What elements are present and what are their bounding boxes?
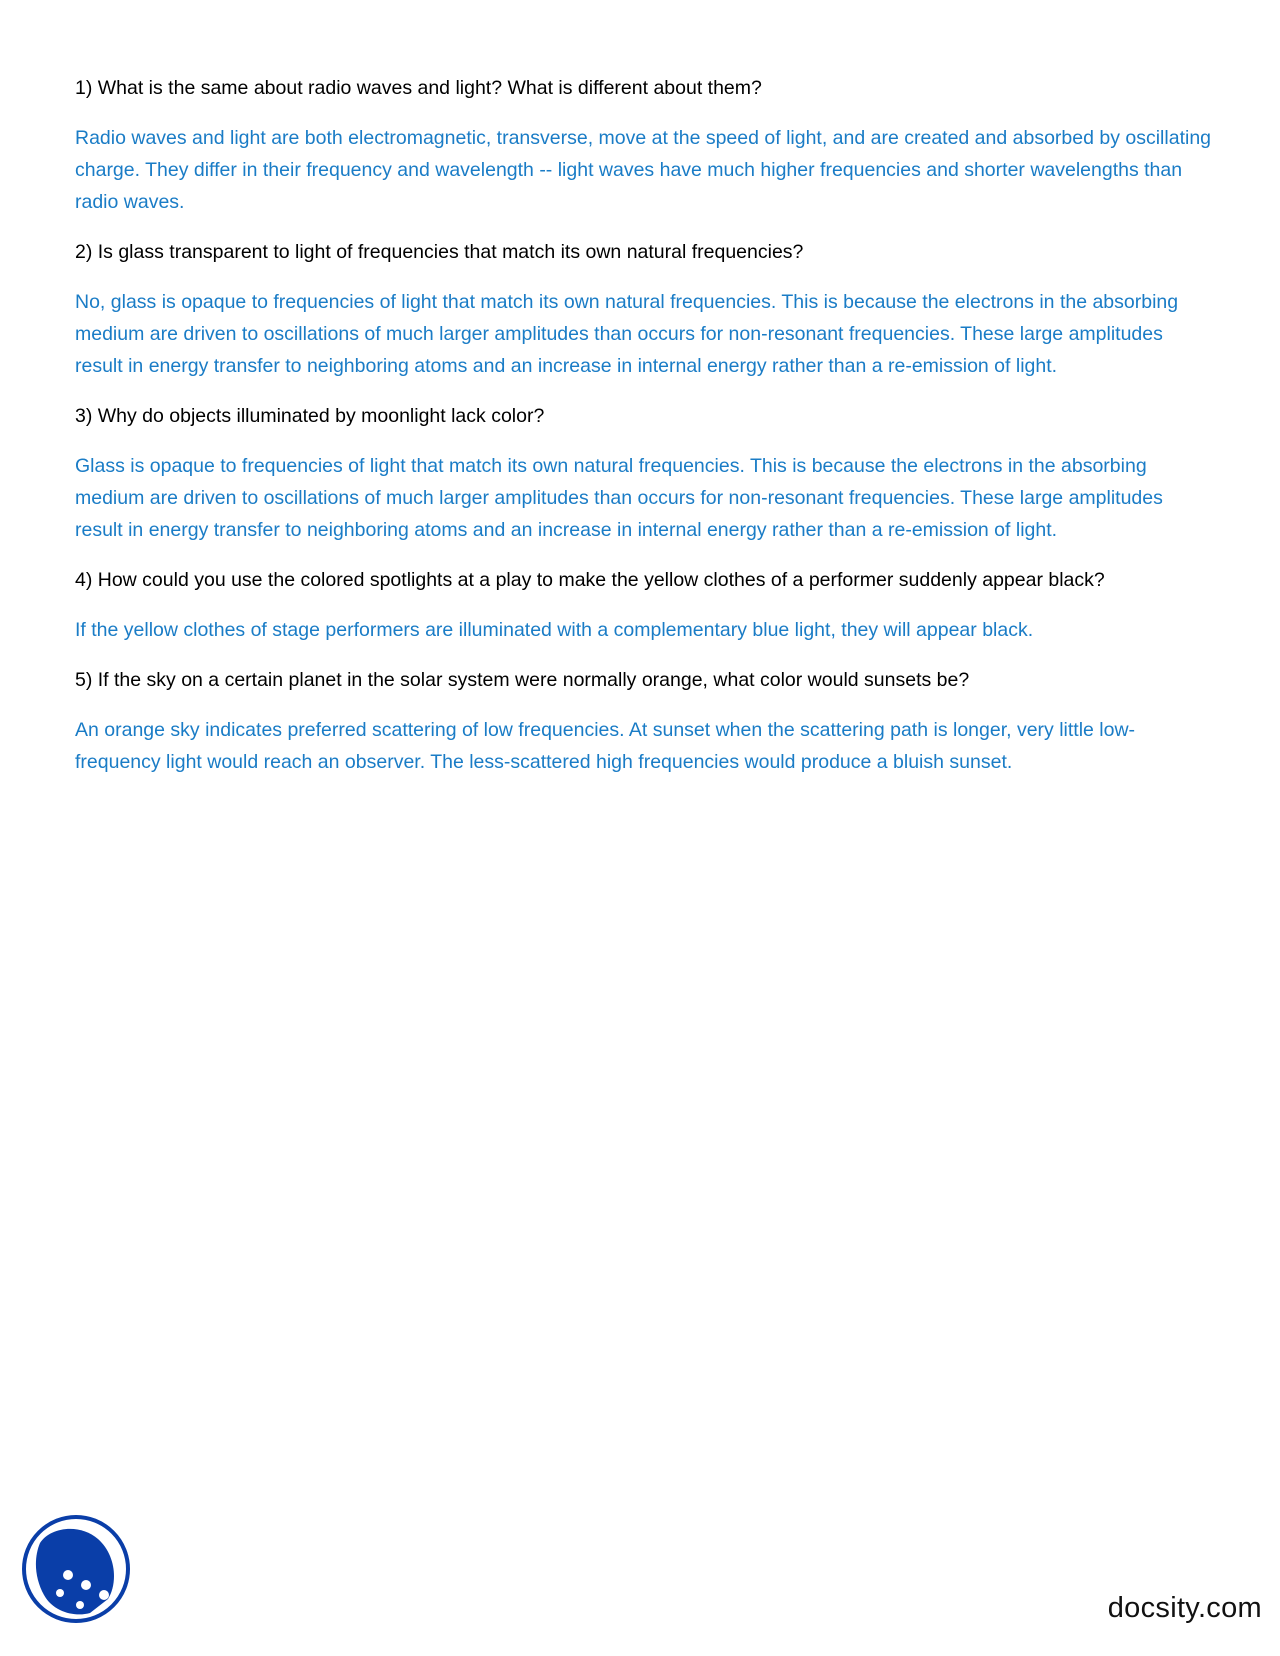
brand-wordmark[interactable]: docsity.com [1107,1592,1262,1624]
document-body [75,72,1215,796]
answer-1: Radio waves and light are both electromagnetic, transverse, move at the speed of light, and are created and absorbed by oscillating charge. They differ in their frequency and wavelength -- light waves have much higher frequencies and shorter wavelengths than radio waves. [75,127,1212,213]
answer-5: An orange sky indicates preferred scattering of low frequencies. At sunset when the scattering path is longer, very little low-frequency light would reach an observer. The less-scattered high frequencies would produce a bluish sunset. [75,719,1136,773]
question-5: 5) If the sky on a certain planet in the solar system were normally orange, what color would sunsets be? [75,669,970,691]
answer-2: No, glass is opaque to frequencies of light that match its own natural frequencies. This is because the electrons in the absorbing medium are driven to oscillations of much larger amplitudes than occurs for non-resonant frequencies. These large amplitudes result in energy transfer to neighboring atoms and an increase in internal energy rather than a re-emission of light. [75,291,1179,377]
answer-4: If the yellow clothes of stage performers are illuminated with a complementary blue light, they will appear black. [75,619,1034,641]
question-4: 4) How could you use the colored spotlights at a play to make the yellow clothes of a performer suddenly appear black? [75,569,1105,591]
question-3: 3) Why do objects illuminated by moonlight lack color? [75,405,545,427]
question-1: 1) What is the same about radio waves and light? What is different about them? [75,77,762,99]
question-2: 2) Is glass transparent to light of frequencies that match its own natural frequencies? [75,241,804,263]
docsity-logo-icon [20,1513,132,1625]
answer-3: Glass is opaque to frequencies of light that match its own natural frequencies. This is because the electrons in the absorbing medium are driven to oscillations of much larger amplitudes than occurs for non-resonant frequencies. These large amplitudes result in energy transfer to neighboring atoms and an increase in internal energy rather than a re-emission of light. [75,455,1163,541]
